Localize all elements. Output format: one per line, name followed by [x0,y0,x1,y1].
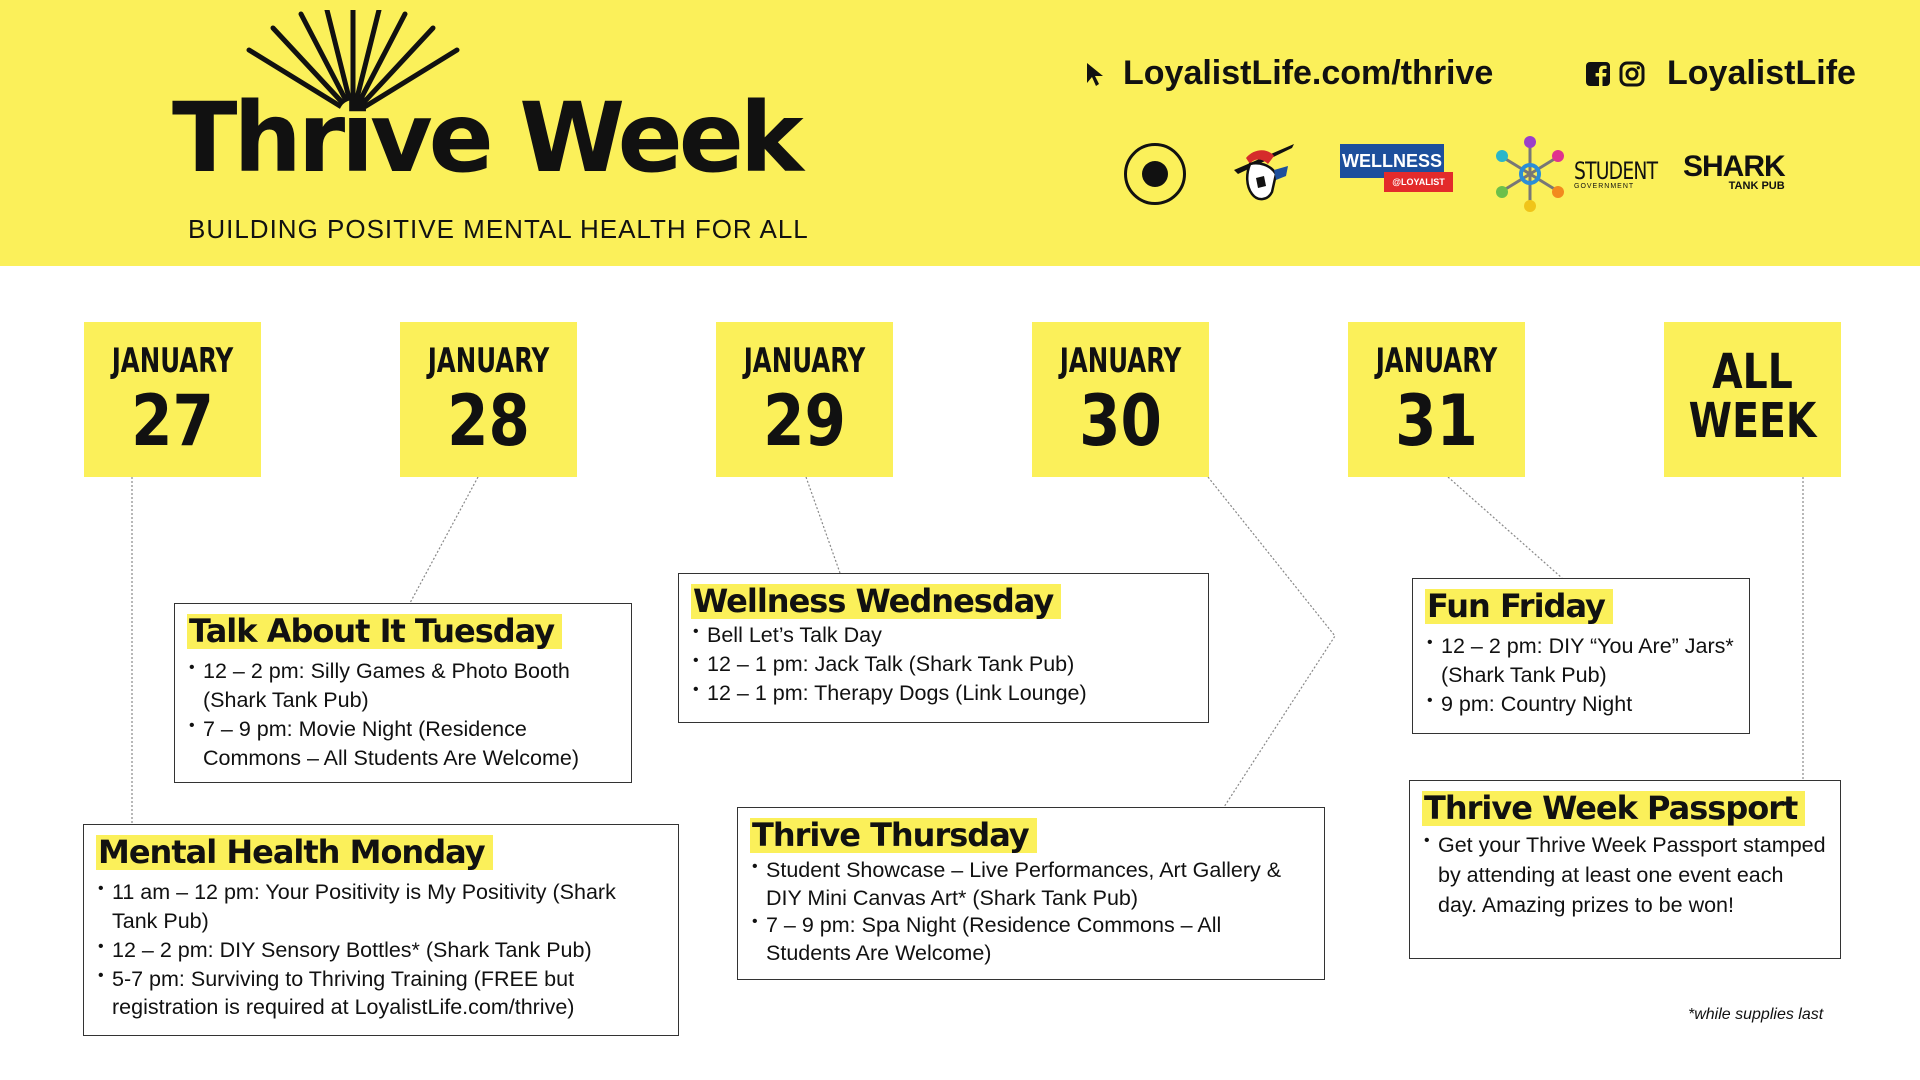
shark-tank-logo-subtext: TANK PUB [1728,180,1785,192]
date-day: 31 [1395,380,1478,462]
date-month: JANUARY [743,341,866,381]
list-item: • 9 pm: Country Night [1427,690,1735,719]
date-month: JANUARY [111,341,234,381]
date-day: 30 [1079,380,1162,462]
event-title: Wellness Wednesday [691,584,1061,619]
event-box-thursday [737,807,1325,980]
date-jan-31 [1348,322,1525,477]
event-box-passport [1409,780,1841,959]
date-jan-30 [1032,322,1209,477]
list-item: • 7 – 9 pm: Spa Night (Residence Commons – All Students Are Welcome) [752,912,1310,967]
event-box-monday [83,824,679,1036]
student-government-logo-text: STUDENT [1574,156,1658,185]
event-title: Talk About It Tuesday [187,614,562,649]
event-title: Mental Health Monday [96,835,493,870]
event-title: Thrive Thursday [750,818,1037,853]
date-all-week-line1: ALL [1712,344,1793,400]
date-jan-28 [400,322,577,477]
date-all-week [1664,322,1841,477]
event-title: Thrive Week Passport [1422,791,1805,826]
event-box-tuesday [174,603,632,783]
event-list [693,621,1194,707]
event-title: Fun Friday [1425,589,1613,624]
event-box-wednesday [678,573,1209,723]
date-month: JANUARY [1375,341,1498,381]
page-title: Thrive Week [172,82,800,194]
event-list [98,878,664,1022]
website-text[interactable]: LoyalistLife.com/thrive [1123,54,1494,92]
event-list [1427,632,1735,718]
list-item: • Get your Thrive Week Passport stamped by attending at least one event each day. Amazing prizes to be won! [1424,830,1826,920]
page-subtitle: BUILDING POSITIVE MENTAL HEALTH FOR ALL [188,214,809,244]
date-month: JANUARY [1059,341,1182,381]
date-month: JANUARY [427,341,550,381]
date-day: 29 [763,380,846,462]
date-day: 28 [447,380,530,462]
date-jan-29 [716,322,893,477]
date-day: 27 [131,380,214,462]
list-item: • Student Showcase – Live Performances, Art Gallery & DIY Mini Canvas Art* (Shark Tank Pub) [752,857,1310,912]
list-item: • 7 – 9 pm: Movie Night (Residence Commons – All Students Are Welcome) [189,715,617,773]
event-box-friday [1412,578,1750,734]
social-handle[interactable]: LoyalistLife [1667,54,1856,92]
list-item: • 11 am – 12 pm: Your Positivity is My Positivity (Shark Tank Pub) [98,878,664,936]
list-item: • 12 – 1 pm: Jack Talk (Shark Tank Pub) [693,650,1194,679]
footnote: *while supplies last [1688,1006,1824,1023]
event-list [189,657,617,772]
date-all-week-line2: WEEK [1688,392,1817,449]
list-item: • Bell Let’s Talk Day [693,621,1194,650]
student-government-logo-subtext: GOVERNMENT [1574,182,1635,190]
event-list [752,857,1310,967]
date-jan-27 [84,322,261,477]
wellness-logo-subtext: @LOYALIST [1384,172,1453,192]
shark-tank-logo-text: SHARK [1683,150,1785,183]
list-item: • 5-7 pm: Surviving to Thriving Training (FREE but registration is required at LoyalistLife.com/thrive) [98,965,664,1023]
list-item: • 12 – 2 pm: DIY Sensory Bottles* (Shark Tank Pub) [98,936,664,965]
wellness-logo-text: WELLNESS [1340,144,1444,178]
list-item: • 12 – 2 pm: Silly Games & Photo Booth (Shark Tank Pub) [189,657,617,715]
event-list [1424,830,1826,920]
list-item: • 12 – 2 pm: DIY “You Are” Jars* (Shark Tank Pub) [1427,632,1735,690]
list-item: • 12 – 1 pm: Therapy Dogs (Link Lounge) [693,679,1194,708]
